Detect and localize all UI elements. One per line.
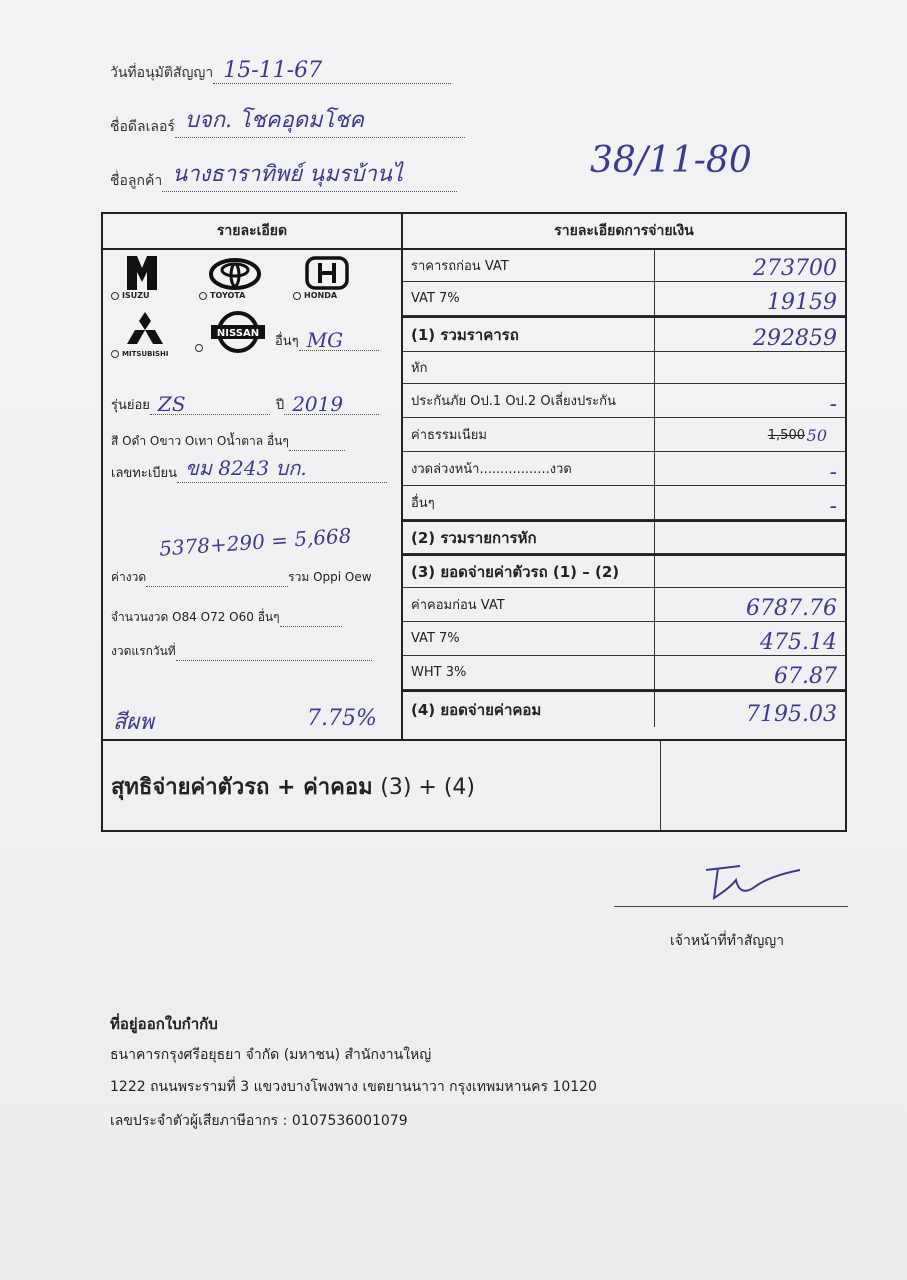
nissan-logo-icon [211,310,265,354]
installment-row: ค่างวด รวม Oppi Oew [111,568,372,587]
payment-row [403,656,845,690]
brand-nissan[interactable] [195,310,267,356]
rate-note-left: สีผพ [113,710,154,735]
payment-row-value: 273700 [753,256,837,281]
plate-row: เลขทะเบียน ขม 8243 บก. [111,462,387,483]
payment-row-value-cell [655,522,845,553]
payment-row-label: (4) ยอดจ่ายค่าคอม [403,692,655,727]
payment-header: รายละเอียดการจ่ายเงิน [403,214,845,250]
side-note: 38/11-80 [590,140,752,181]
payment-row [403,316,845,352]
rate-note-right: 7.75% [307,706,377,731]
plate-value: ขม 8243 บก. [185,456,307,480]
payment-row-label: (3) ยอดจ่ายค่าตัวรถ (1) – (2) [403,556,655,587]
payment-row-value-cell [655,352,845,383]
year-value: 2019 [292,392,344,416]
payment-column [403,214,845,739]
brand-other-value: MG [306,328,344,352]
payment-row-value-cell [655,656,845,689]
signature-mark [700,858,810,913]
payment-row-value-cell [655,556,845,587]
mitsubishi-logo-icon [125,312,165,346]
customer-value: นางธาราทิพย์ นุมรบ้านไ [172,162,403,187]
radio-isuzu[interactable] [111,292,119,300]
payment-row-label: (2) รวมรายการหัก [403,522,655,553]
payment-row [403,486,845,520]
signature-label: เจ้าหน้าที่ทำสัญญา [670,933,785,949]
brand-mitsubishi[interactable]: MITSUBISHI [111,312,183,358]
detail-header: รายละเอียด [103,214,401,250]
payment-row-label: WHT 3% [403,656,655,689]
payment-row-label: ค่าคอมก่อน VAT [403,588,655,621]
term-row: จำนวนงวด O84 O72 O60 อื่นๆ [111,608,342,627]
brand-other[interactable]: อื่นๆ MG [275,330,379,351]
payment-row-value: 67.87 [774,664,837,689]
payment-row [403,250,845,282]
payment-row-value-cell [655,622,845,655]
payment-row-label: ราคารถก่อน VAT [403,250,655,281]
payment-row-value-cell [655,588,845,621]
model-value: ZS [157,392,186,416]
payment-row-label: งวดล่วงหน้า.................งวด [403,452,655,485]
payment-row-value: 475.14 [760,630,837,655]
payment-row-value: 292859 [753,326,837,351]
struck-value: 1,500 [767,428,805,443]
payment-row-value-cell [655,452,845,485]
brand-toyota[interactable]: TOYOTA [199,256,269,300]
payment-row [403,554,845,588]
payment-row [403,418,845,452]
net-payment-row [103,739,845,830]
color-row: สี Oดำ Oขาว Oเทา Oน้ำตาล อื่นๆ [111,432,345,451]
radio-nissan[interactable] [195,344,203,352]
detail-column [103,214,403,739]
payment-row-value: 50 [806,426,827,445]
approve-date-value: 15-11-67 [223,58,323,83]
honda-logo-icon [305,256,349,290]
payment-row-label: (1) รวมราคารถ [403,318,655,351]
payment-row-value-cell [655,250,845,281]
address-line-2: 1222 ถนนพระรามที่ 3 แขวงบางโพงพาง เขตยานนาวา กรุงเทพมหานคร 10120 [110,1079,597,1095]
radio-mitsubishi[interactable] [111,350,119,358]
payment-row-value-cell [655,418,845,451]
brand-isuzu[interactable]: ISUZU [111,256,171,300]
brand-honda[interactable]: HONDA [293,256,363,300]
calc-note: 5378+290 = 5,668 [158,523,353,561]
model-row: รุ่นย่อย ZS ปี 2019 [111,394,379,415]
payment-row [403,452,845,486]
payment-row-value: 19159 [767,290,837,315]
dealer-label: ชื่อดีลเลอร์ [110,119,175,135]
payment-row [403,384,845,418]
signature-line [614,906,848,907]
net-payment-label: สุทธิจ่ายค่าตัวรถ + ค่าคอม [111,775,373,800]
payment-row [403,282,845,316]
svg-text:NISSAN: NISSAN [216,328,260,339]
first-installment-row: งวดแรกวันที่ [111,642,372,661]
payment-row-value: - [829,392,837,417]
approve-date-label: วันที่อนุมัติสัญญา [110,65,214,81]
radio-toyota[interactable] [199,292,207,300]
payment-row-value-cell [655,384,845,417]
payment-row [403,690,845,727]
payment-row-value-cell [655,692,845,727]
payment-row-value-cell [655,318,845,351]
payment-row-label: ค่าธรรมเนียม [403,418,655,451]
payment-row-label: หัก [403,352,655,383]
payment-row-label: อื่นๆ [403,486,655,519]
payment-row-value: - [829,494,837,519]
toyota-logo-icon [209,258,261,290]
payment-row-value-cell [655,486,845,519]
payment-row [403,588,845,622]
approve-date-line [110,58,451,84]
payment-row-label: VAT 7% [403,282,655,315]
payment-row-value: - [829,460,837,485]
radio-honda[interactable] [293,292,301,300]
brand-options [103,250,403,360]
signature-scribble-icon [700,858,810,904]
net-payment-formula: (3) + (4) [380,775,476,800]
payment-row [403,352,845,384]
tax-id-line: เลขประจำตัวผู้เสียภาษีอากร : 0107536001079 [110,1113,408,1129]
customer-label: ชื่อลูกค้า [110,173,163,189]
dealer-value: บจก. โชคอุดมโชค [184,108,364,133]
isuzu-logo-icon [125,256,159,290]
payment-row-value-cell [655,282,845,315]
payment-row-label: ประกันภัย Oป.1 Oป.2 Oเลี่ยงประกัน [403,384,655,417]
payment-row [403,520,845,554]
address-line-1: ธนาคารกรุงศรีอยุธยา จำกัด (มหาชน) สำนักงานใหญ่ [110,1047,432,1063]
customer-line [110,162,457,192]
dealer-line [110,108,465,138]
payment-row-value: 7195.03 [746,702,837,727]
detail-form [101,212,847,832]
payment-row-value: 6787.76 [746,596,837,621]
payment-row-label: VAT 7% [403,622,655,655]
address-title: ที่อยู่ออกใบกำกับ [110,1015,218,1033]
payment-row [403,622,845,656]
